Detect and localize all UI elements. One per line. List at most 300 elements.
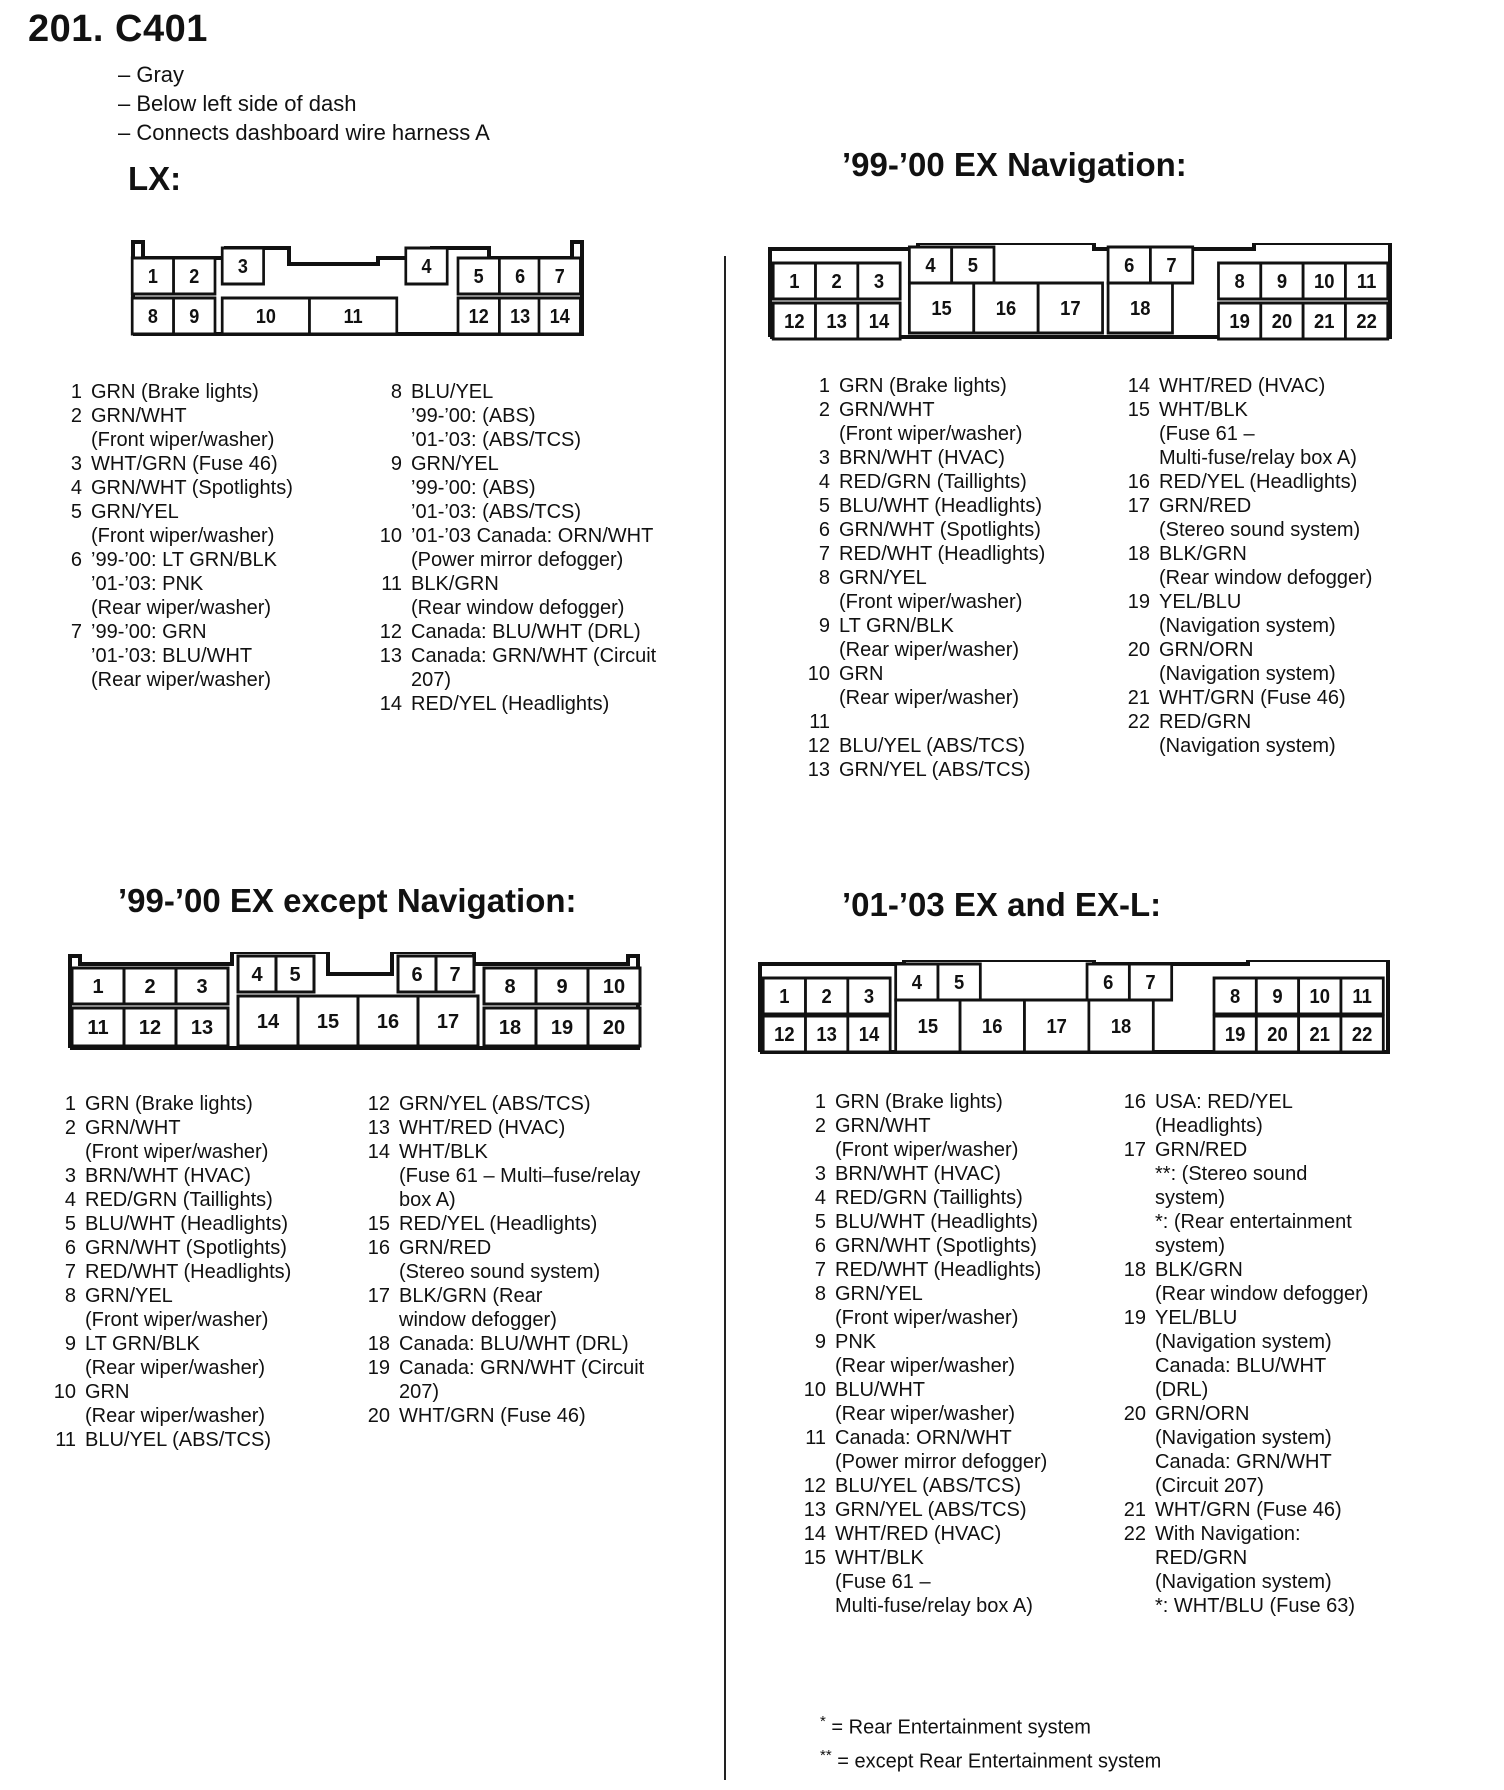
wire-description: ’99-’00: LT GRN/BLK ’01-’03: PNK (Rear wiper/washer) bbox=[91, 549, 278, 619]
wire-description: WHT/BLK (Fuse 61 – Multi-fuse/relay box A) bbox=[1159, 399, 1357, 469]
wire-entry bbox=[364, 1116, 644, 1140]
wire-description: BLU/YEL (ABS/TCS) bbox=[839, 735, 1025, 757]
wire-entry bbox=[376, 452, 656, 524]
pin-number: 20 bbox=[1123, 1403, 1146, 1425]
wire-description: WHT/RED (HVAC) bbox=[835, 1523, 1002, 1545]
wire-entry bbox=[800, 1522, 1047, 1546]
wire-description: RED/YEL (Headlights) bbox=[399, 1213, 598, 1235]
wire-description: RED/GRN (Taillights) bbox=[85, 1189, 273, 1211]
exnonav-wire-list-1 bbox=[50, 1092, 291, 1452]
pin-number: 16 bbox=[367, 1237, 390, 1259]
pin-12-number: 12 bbox=[138, 1017, 162, 1039]
pin-number: 12 bbox=[367, 1093, 390, 1115]
wire-description: USA: RED/YEL (Headlights) bbox=[1155, 1091, 1293, 1137]
wire-entry bbox=[1120, 1402, 1368, 1498]
pin-number: 8 bbox=[814, 1283, 826, 1305]
pin-1-number: 1 bbox=[779, 986, 790, 1009]
pin-number: 2 bbox=[814, 1115, 826, 1137]
wire-entry bbox=[364, 1404, 644, 1428]
pin-8-number: 8 bbox=[1234, 271, 1245, 294]
connector-ex-except-navigation bbox=[64, 952, 654, 1062]
section-title-ex-except-navigation: ’99-’00 EX except Navigation: bbox=[118, 882, 577, 919]
wire-entry bbox=[364, 1092, 644, 1116]
wire-description: BLU/YEL (ABS/TCS) bbox=[85, 1429, 271, 1451]
wire-description: GRN/YEL (Front wiper/washer) bbox=[91, 501, 275, 547]
pin-number: 18 bbox=[1123, 1259, 1146, 1281]
wire-description: BLU/WHT (Headlights) bbox=[835, 1211, 1039, 1233]
pin-number: 22 bbox=[1127, 711, 1150, 733]
wire-description: BLK/GRN (Rear window defogger) bbox=[1159, 543, 1373, 589]
wire-entry bbox=[804, 566, 1045, 614]
pin-10-number: 10 bbox=[255, 306, 276, 329]
footnote-except-rear-entertainment: ** = except Rear Entertainment system bbox=[820, 1746, 1162, 1773]
pin-number: 15 bbox=[1127, 399, 1150, 421]
pin-4-number: 4 bbox=[911, 972, 922, 995]
pin-8-number: 8 bbox=[1230, 986, 1241, 1009]
wire-description: RED/GRN (Taillights) bbox=[839, 471, 1027, 493]
wire-description: GRN/YEL (Front wiper/washer) bbox=[835, 1283, 1019, 1329]
wire-entry bbox=[364, 1332, 644, 1356]
wire-entry bbox=[804, 734, 1045, 758]
wire-description: RED/WHT (Headlights) bbox=[85, 1261, 292, 1283]
note-location: – Below left side of dash bbox=[118, 91, 357, 116]
pin-13-number: 13 bbox=[826, 311, 847, 334]
wire-entry bbox=[50, 1116, 291, 1164]
pin-15-number: 15 bbox=[316, 1011, 340, 1033]
pin-7-number: 7 bbox=[554, 266, 565, 289]
pin-number: 7 bbox=[818, 543, 830, 565]
pin-number: 3 bbox=[814, 1163, 826, 1185]
wire-entry bbox=[364, 1236, 644, 1284]
pin-5-number: 5 bbox=[473, 266, 484, 289]
pin-number: 12 bbox=[803, 1475, 826, 1497]
wire-entry bbox=[56, 476, 293, 500]
wire-entry bbox=[364, 1140, 644, 1212]
connector-lx bbox=[125, 238, 595, 338]
wire-entry bbox=[1124, 686, 1372, 710]
pin-18-number: 18 bbox=[498, 1017, 522, 1039]
wire-description: Canada: BLU/WHT (DRL) bbox=[411, 621, 641, 643]
wire-description: GRN/YEL (ABS/TCS) bbox=[839, 759, 1031, 781]
wire-description: GRN/WHT (Front wiper/washer) bbox=[85, 1117, 269, 1163]
ex0103-wire-list-1 bbox=[800, 1090, 1047, 1618]
wire-description: Canada: BLU/WHT (DRL) bbox=[399, 1333, 629, 1355]
pin-number: 13 bbox=[379, 645, 402, 667]
connector-ex-navigation bbox=[764, 243, 1404, 343]
wire-description: RED/WHT (Headlights) bbox=[839, 543, 1046, 565]
ex0103-wire-list-2 bbox=[1120, 1090, 1368, 1618]
pin-2-number: 2 bbox=[189, 266, 200, 289]
pin-number: 11 bbox=[381, 573, 402, 595]
wire-entry bbox=[50, 1212, 291, 1236]
pin-number: 12 bbox=[379, 621, 402, 643]
wire-description: GRN/RED (Stereo sound system) bbox=[1159, 495, 1361, 541]
lx-wire-list-1 bbox=[56, 380, 293, 692]
pin-number: 2 bbox=[818, 399, 830, 421]
pin-3-number: 3 bbox=[237, 256, 248, 279]
pin-6-number: 6 bbox=[1124, 255, 1135, 278]
pin-number: 18 bbox=[367, 1333, 390, 1355]
wire-entry bbox=[376, 620, 656, 644]
wire-description: BLK/GRN (Rear window defogger) bbox=[1155, 1259, 1369, 1305]
wire-description: BLU/YEL ’99-’00: (ABS) ’01-’03: (ABS/TCS) bbox=[411, 381, 582, 451]
wire-description: GRN (Brake lights) bbox=[85, 1093, 253, 1115]
pin-21-number: 21 bbox=[1314, 311, 1335, 334]
pin-number: 8 bbox=[390, 381, 402, 403]
pin-number: 4 bbox=[70, 477, 82, 499]
wire-entry bbox=[1120, 1522, 1368, 1618]
wire-entry bbox=[1120, 1306, 1368, 1402]
pin-21-number: 21 bbox=[1309, 1024, 1331, 1047]
pin-4-number: 4 bbox=[421, 256, 432, 279]
pin-2-number: 2 bbox=[144, 976, 156, 998]
wire-description: Canada: GRN/WHT (Circuit 207) bbox=[411, 645, 657, 691]
wire-entry bbox=[804, 398, 1045, 446]
wire-description: Canada: ORN/WHT (Power mirror defogger) bbox=[835, 1427, 1048, 1473]
pin-number: 2 bbox=[64, 1117, 76, 1139]
wire-entry bbox=[50, 1380, 291, 1428]
wire-entry bbox=[804, 710, 1045, 734]
wire-description: RED/GRN (Taillights) bbox=[835, 1187, 1023, 1209]
connector-ex-01-03 bbox=[754, 960, 1404, 1060]
wire-entry bbox=[1120, 1258, 1368, 1306]
pin-4-number: 4 bbox=[925, 255, 936, 278]
pin-number: 21 bbox=[1127, 687, 1150, 709]
pin-number: 14 bbox=[803, 1523, 826, 1545]
pin-number: 17 bbox=[1127, 495, 1150, 517]
wire-description: GRN/YEL ’99-’00: (ABS) ’01-’03: (ABS/TCS) bbox=[411, 453, 582, 523]
wire-entry bbox=[800, 1186, 1047, 1210]
wire-entry bbox=[376, 644, 656, 692]
wire-description: GRN/WHT (Front wiper/washer) bbox=[839, 399, 1023, 445]
wire-description: With Navigation: RED/GRN (Navigation system) *: WHT/BLU (Fuse 63) bbox=[1155, 1523, 1356, 1617]
wire-entry bbox=[800, 1234, 1047, 1258]
pin-number: 11 bbox=[809, 711, 830, 733]
wire-entry bbox=[50, 1236, 291, 1260]
pin-number: 10 bbox=[803, 1379, 826, 1401]
wire-entry bbox=[804, 542, 1045, 566]
wire-description: ’99-’00: GRN ’01-’03: BLU/WHT (Rear wiper/washer) bbox=[91, 621, 272, 691]
wire-entry bbox=[364, 1284, 644, 1332]
wire-description: LT GRN/BLK (Rear wiper/washer) bbox=[839, 615, 1020, 661]
pin-19-number: 19 bbox=[1224, 1024, 1246, 1047]
wire-description: GRN (Rear wiper/washer) bbox=[839, 663, 1020, 709]
pin-number: 17 bbox=[1123, 1139, 1146, 1161]
pin-11-number: 11 bbox=[1356, 271, 1377, 294]
pin-number: 20 bbox=[1127, 639, 1150, 661]
wire-description: WHT/RED (HVAC) bbox=[1159, 375, 1326, 397]
wire-entry bbox=[800, 1282, 1047, 1330]
pin-number: 14 bbox=[379, 693, 402, 715]
wire-description: GRN (Brake lights) bbox=[91, 381, 259, 403]
pin-number: 11 bbox=[55, 1429, 76, 1451]
wire-entry bbox=[800, 1474, 1047, 1498]
pin-number: 13 bbox=[367, 1117, 390, 1139]
wire-description: GRN/YEL (Front wiper/washer) bbox=[85, 1285, 269, 1331]
pin-11-number: 11 bbox=[343, 306, 363, 329]
pin-number: 19 bbox=[1127, 591, 1150, 613]
wire-entry bbox=[800, 1114, 1047, 1162]
pin-number: 19 bbox=[1123, 1307, 1146, 1329]
wire-entry bbox=[800, 1090, 1047, 1114]
wire-entry bbox=[50, 1164, 291, 1188]
column-divider bbox=[724, 256, 726, 1780]
pin-11-number: 11 bbox=[87, 1017, 109, 1039]
wire-entry bbox=[1124, 638, 1372, 686]
pin-number: 4 bbox=[814, 1187, 826, 1209]
pin-7-number: 7 bbox=[449, 964, 461, 986]
wire-entry bbox=[376, 524, 656, 572]
pin-9-number: 9 bbox=[556, 976, 568, 998]
section-title-ex-01-03: ’01-’03 EX and EX-L: bbox=[842, 886, 1162, 923]
pin-2-number: 2 bbox=[821, 986, 832, 1009]
footnotes bbox=[820, 1708, 1161, 1775]
pin-6-number: 6 bbox=[1103, 972, 1114, 995]
wire-entry bbox=[800, 1498, 1047, 1522]
note-color: – Gray bbox=[118, 62, 185, 87]
pin-number: 13 bbox=[807, 759, 830, 781]
pin-2-number: 2 bbox=[831, 271, 842, 294]
pin-15-number: 15 bbox=[917, 1016, 939, 1039]
pin-17-number: 17 bbox=[1046, 1016, 1067, 1039]
pin-14-number: 14 bbox=[256, 1011, 280, 1033]
pin-22-number: 22 bbox=[1351, 1024, 1373, 1047]
pin-number: 18 bbox=[1127, 543, 1150, 565]
pin-number: 3 bbox=[64, 1165, 76, 1187]
pin-12-number: 12 bbox=[468, 306, 489, 329]
pin-7-number: 7 bbox=[1145, 972, 1156, 995]
wire-description: WHT/RED (HVAC) bbox=[399, 1117, 566, 1139]
pin-number: 14 bbox=[1127, 375, 1150, 397]
wire-description: BRN/WHT (HVAC) bbox=[835, 1163, 1001, 1185]
connector-notes bbox=[118, 60, 490, 147]
pin-13-number: 13 bbox=[816, 1024, 837, 1047]
wire-description: LT GRN/BLK (Rear wiper/washer) bbox=[85, 1333, 266, 1379]
pin-10-number: 10 bbox=[1314, 271, 1335, 294]
pin-number: 6 bbox=[64, 1237, 76, 1259]
pin-number: 7 bbox=[70, 621, 82, 643]
pin-number: 21 bbox=[1123, 1499, 1146, 1521]
wire-entry bbox=[804, 374, 1045, 398]
pin-number: 6 bbox=[818, 519, 830, 541]
wire-description: GRN/WHT (Front wiper/washer) bbox=[835, 1115, 1019, 1161]
pin-6-number: 6 bbox=[515, 266, 526, 289]
pin-number: 13 bbox=[803, 1499, 826, 1521]
wire-description: BLU/YEL (ABS/TCS) bbox=[835, 1475, 1021, 1497]
wire-description: YEL/BLU (Navigation system) bbox=[1159, 591, 1336, 637]
pin-number: 5 bbox=[818, 495, 830, 517]
wire-entry bbox=[56, 380, 293, 404]
pin-8-number: 8 bbox=[504, 976, 516, 998]
lx-wire-list-2 bbox=[376, 380, 656, 716]
pin-number: 6 bbox=[70, 549, 82, 571]
wire-description: GRN (Brake lights) bbox=[839, 375, 1007, 397]
pin-13-number: 13 bbox=[510, 306, 531, 329]
wire-description: GRN/YEL (Front wiper/washer) bbox=[839, 567, 1023, 613]
wire-entry bbox=[800, 1546, 1047, 1618]
wire-description: GRN/WHT (Front wiper/washer) bbox=[91, 405, 275, 451]
pin-number: 16 bbox=[1123, 1091, 1146, 1113]
wire-entry bbox=[50, 1188, 291, 1212]
pin-16-number: 16 bbox=[982, 1016, 1003, 1039]
wire-entry bbox=[800, 1210, 1047, 1234]
pin-number: 9 bbox=[64, 1333, 76, 1355]
wire-entry bbox=[364, 1212, 644, 1236]
pin-19-number: 19 bbox=[550, 1017, 574, 1039]
pin-8-number: 8 bbox=[147, 306, 158, 329]
wire-entry bbox=[50, 1284, 291, 1332]
wire-description: RED/YEL (Headlights) bbox=[1159, 471, 1358, 493]
pin-number: 2 bbox=[70, 405, 82, 427]
pin-number: 1 bbox=[818, 375, 830, 397]
pin-7-number: 7 bbox=[1166, 255, 1177, 278]
pin-number: 1 bbox=[64, 1093, 76, 1115]
wire-entry bbox=[1124, 470, 1372, 494]
wire-description: GRN/RED **: (Stereo sound system) *: (Rear entertainment system) bbox=[1155, 1139, 1352, 1257]
pin-number: 5 bbox=[64, 1213, 76, 1235]
wire-entry bbox=[50, 1332, 291, 1380]
wire-entry bbox=[56, 452, 293, 476]
pin-number: 10 bbox=[807, 663, 830, 685]
wire-entry bbox=[376, 692, 656, 716]
wire-description: ’01-’03 Canada: ORN/WHT (Power mirror defogger) bbox=[411, 525, 654, 571]
wire-description: WHT/GRN (Fuse 46) bbox=[1159, 687, 1346, 709]
wire-entry bbox=[56, 620, 293, 692]
pin-19-number: 19 bbox=[1229, 311, 1250, 334]
wire-description: WHT/BLK (Fuse 61 – Multi–fuse/relay box A) bbox=[399, 1141, 641, 1211]
pin-number: 5 bbox=[814, 1211, 826, 1233]
section-title-lx: LX: bbox=[128, 160, 182, 197]
wire-description: WHT/BLK (Fuse 61 – Multi-fuse/relay box A) bbox=[835, 1547, 1033, 1617]
wire-entry bbox=[376, 572, 656, 620]
pin-4-number: 4 bbox=[251, 964, 263, 986]
wire-entry bbox=[56, 404, 293, 452]
pin-10-number: 10 bbox=[1309, 986, 1331, 1009]
wire-entry bbox=[1124, 398, 1372, 470]
pin-17-number: 17 bbox=[436, 1011, 460, 1033]
pin-number: 9 bbox=[390, 453, 402, 475]
pin-10-number: 10 bbox=[602, 976, 626, 998]
pin-11-number: 11 bbox=[1352, 986, 1372, 1009]
wire-description: GRN/YEL (ABS/TCS) bbox=[399, 1093, 591, 1115]
document-title: 201. C401 bbox=[28, 8, 208, 50]
pin-number: 1 bbox=[70, 381, 82, 403]
wire-entry bbox=[56, 548, 293, 620]
wire-entry bbox=[1124, 710, 1372, 758]
wire-description: GRN/WHT (Spotlights) bbox=[85, 1237, 287, 1259]
pin-12-number: 12 bbox=[784, 311, 805, 334]
pin-number: 1 bbox=[814, 1091, 826, 1113]
wire-entry bbox=[804, 518, 1045, 542]
wire-description: BLU/WHT (Headlights) bbox=[85, 1213, 289, 1235]
wire-entry bbox=[364, 1356, 644, 1404]
wire-description: BLU/WHT (Headlights) bbox=[839, 495, 1043, 517]
pin-number: 3 bbox=[70, 453, 82, 475]
wire-description: GRN/YEL (ABS/TCS) bbox=[835, 1499, 1027, 1521]
pin-14-number: 14 bbox=[549, 306, 570, 329]
pin-9-number: 9 bbox=[189, 306, 200, 329]
wire-entry bbox=[56, 500, 293, 548]
section-title-ex-navigation: ’99-’00 EX Navigation: bbox=[842, 146, 1187, 183]
wire-entry bbox=[804, 470, 1045, 494]
pin-number: 20 bbox=[367, 1405, 390, 1427]
pin-16-number: 16 bbox=[995, 298, 1017, 321]
wire-entry bbox=[50, 1428, 291, 1452]
wire-entry bbox=[1124, 590, 1372, 638]
wire-description: BRN/WHT (HVAC) bbox=[839, 447, 1005, 469]
pin-3-number: 3 bbox=[873, 271, 885, 294]
nav-wire-list-1 bbox=[804, 374, 1045, 782]
pin-20-number: 20 bbox=[1267, 1024, 1288, 1047]
pin-number: 11 bbox=[805, 1427, 826, 1449]
wire-entry bbox=[800, 1378, 1047, 1426]
pin-15-number: 15 bbox=[931, 298, 952, 321]
wire-description: WHT/GRN (Fuse 46) bbox=[399, 1405, 586, 1427]
wire-entry bbox=[804, 494, 1045, 518]
wire-description: GRN/WHT (Spotlights) bbox=[839, 519, 1041, 541]
footnote-rear-entertainment: * = Rear Entertainment system bbox=[820, 1713, 1091, 1739]
wire-description: BRN/WHT (HVAC) bbox=[85, 1165, 251, 1187]
pin-1-number: 1 bbox=[789, 271, 800, 294]
wire-entry bbox=[804, 614, 1045, 662]
pin-number: 8 bbox=[64, 1285, 76, 1307]
wire-entry bbox=[800, 1258, 1047, 1282]
exnonav-wire-list-2 bbox=[364, 1092, 644, 1428]
pin-number: 10 bbox=[379, 525, 402, 547]
pin-3-number: 3 bbox=[196, 976, 208, 998]
pin-18-number: 18 bbox=[1110, 1016, 1132, 1039]
pin-5-number: 5 bbox=[967, 255, 978, 278]
wire-entry bbox=[1124, 542, 1372, 590]
wire-description: GRN/WHT (Spotlights) bbox=[91, 477, 293, 499]
pin-13-number: 13 bbox=[190, 1017, 214, 1039]
wire-description: WHT/GRN (Fuse 46) bbox=[91, 453, 278, 475]
pin-number: 3 bbox=[818, 447, 830, 469]
pin-number: 17 bbox=[367, 1285, 390, 1307]
pin-9-number: 9 bbox=[1272, 986, 1283, 1009]
wire-entry bbox=[1124, 494, 1372, 542]
wire-description: BLK/GRN (Rear window defogger) bbox=[411, 573, 625, 619]
pin-20-number: 20 bbox=[1271, 311, 1293, 334]
pin-14-number: 14 bbox=[868, 311, 890, 334]
pin-number: 7 bbox=[814, 1259, 826, 1281]
pin-number: 9 bbox=[818, 615, 830, 637]
pin-9-number: 9 bbox=[1276, 271, 1288, 294]
wire-description: GRN/RED (Stereo sound system) bbox=[399, 1237, 601, 1283]
pin-5-number: 5 bbox=[954, 972, 965, 995]
wire-description: BLU/WHT (Rear wiper/washer) bbox=[835, 1379, 1016, 1425]
pin-12-number: 12 bbox=[774, 1024, 795, 1047]
wire-entry bbox=[804, 446, 1045, 470]
pin-1-number: 1 bbox=[92, 976, 104, 998]
wire-entry bbox=[800, 1330, 1047, 1378]
wire-entry bbox=[1120, 1498, 1368, 1522]
wire-entry bbox=[50, 1260, 291, 1284]
wire-entry bbox=[1120, 1090, 1368, 1138]
pin-16-number: 16 bbox=[376, 1011, 400, 1033]
wire-entry bbox=[50, 1092, 291, 1116]
wire-description: RED/GRN (Navigation system) bbox=[1159, 711, 1336, 757]
wire-description: GRN (Brake lights) bbox=[835, 1091, 1003, 1113]
pin-number: 14 bbox=[367, 1141, 390, 1163]
wire-description: GRN/ORN (Navigation system) bbox=[1159, 639, 1336, 685]
wire-description: RED/WHT (Headlights) bbox=[835, 1259, 1042, 1281]
pin-number: 6 bbox=[814, 1235, 826, 1257]
wire-entry bbox=[1124, 374, 1372, 398]
pin-number: 7 bbox=[64, 1261, 76, 1283]
pin-17-number: 17 bbox=[1060, 298, 1081, 321]
pin-number: 4 bbox=[64, 1189, 76, 1211]
